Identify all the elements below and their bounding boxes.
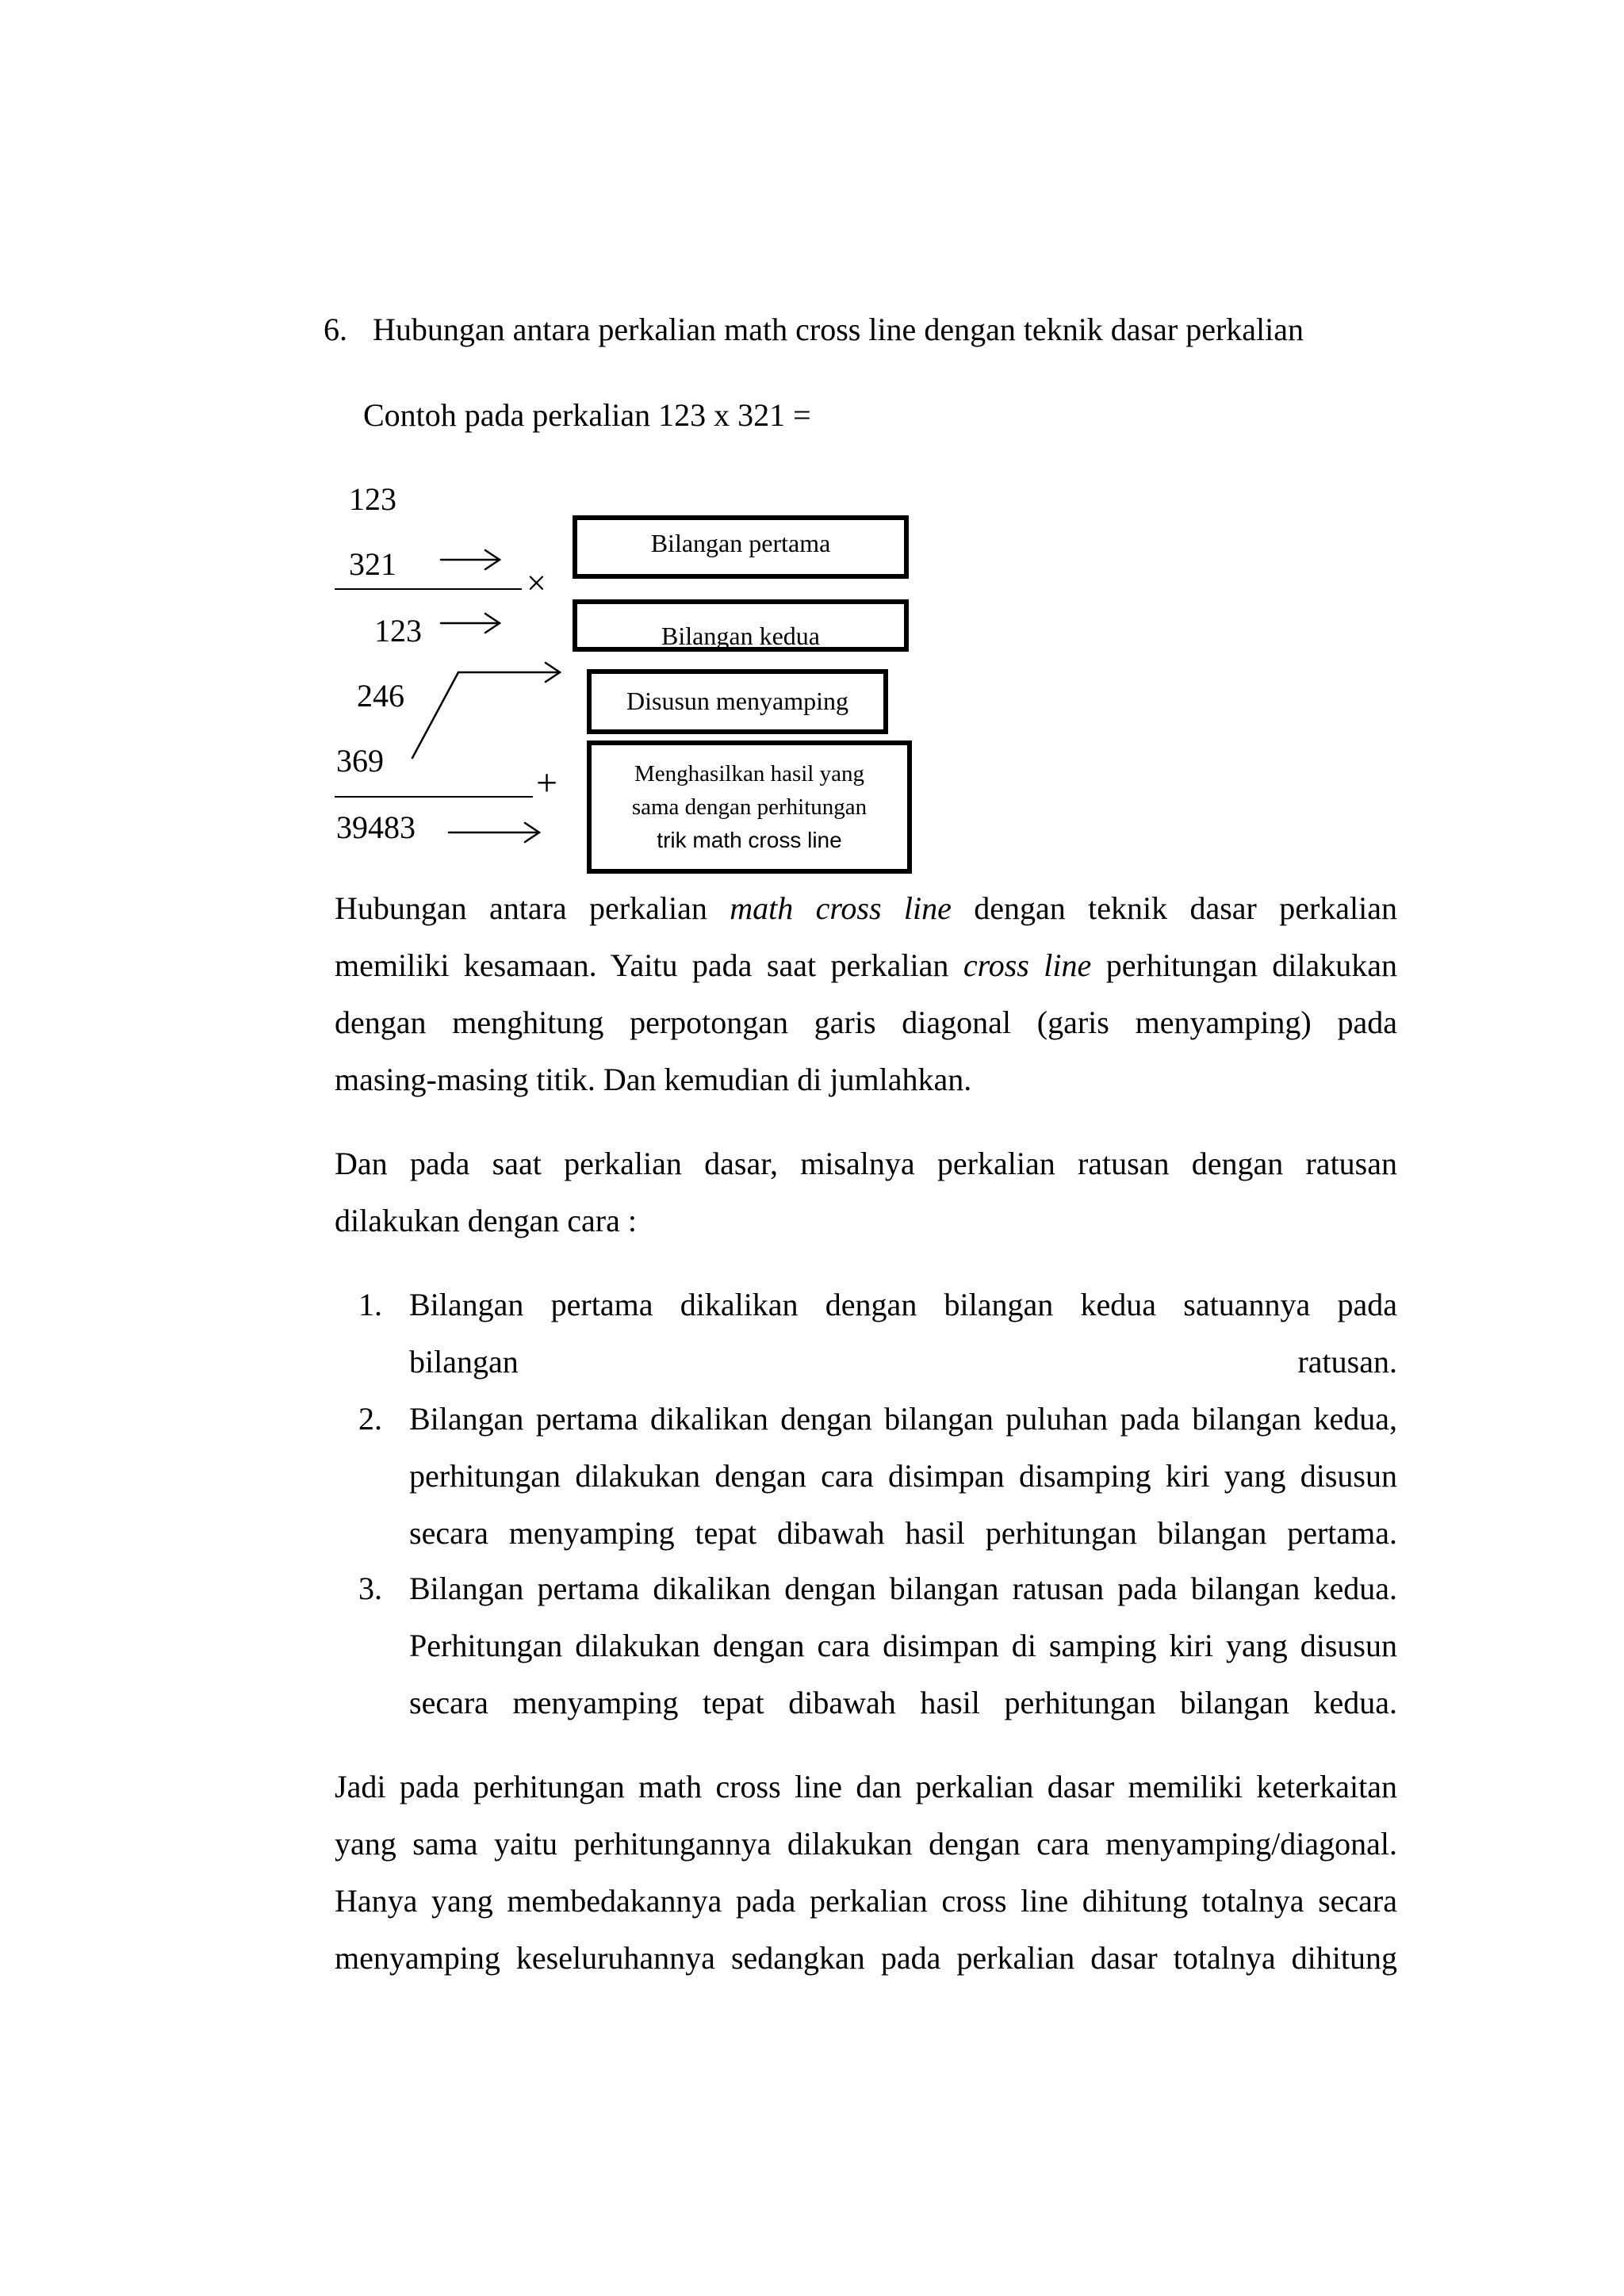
paragraph-3-line-2: yang sama yaitu perhitungannya dilakukan dengan cara menyamping/diagonal. (335, 1826, 1397, 1862)
example-intro: Contoh pada perkalian 123 x 321 = (363, 397, 811, 433)
box-result-line-1: Menghasilkan hasil yang (634, 761, 864, 786)
paragraph-3-line-4: menyamping keseluruhannya sedangkan pada perkalian dasar totalnya dihitung (335, 1940, 1397, 1976)
box-result-line-3: trik math cross line (657, 828, 842, 852)
text-run: dengan teknik dasar perkalian (974, 890, 1398, 926)
step-2-line-1: Bilangan pertama dikalikan dengan bilangan puluhan pada bilangan kedua, (409, 1401, 1397, 1437)
paragraph-2-line-2: dilakukan dengan cara : (335, 1203, 637, 1238)
step-3-line-2: Perhitungan dilakukan dengan cara disimpan di samping kiri yang disusun (409, 1628, 1397, 1663)
box-arranged (587, 669, 888, 734)
box-first-number (573, 515, 909, 579)
step-1-line-1: Bilangan pertama dikalikan dengan bilangan kedua satuannya pada (409, 1287, 1397, 1322)
arrow-right-icon (449, 823, 539, 842)
result-number: 39483 (336, 809, 416, 845)
paragraph-1-line-1 (335, 890, 1398, 926)
step-2-line-2: perhitungan dilakukan dengan cara disimpan disamping kiri yang disusun (409, 1458, 1397, 1494)
box-result (587, 740, 912, 874)
times-sign: × (527, 564, 546, 603)
box-second-number (573, 599, 909, 652)
multiplicand: 123 (349, 481, 396, 517)
partial-product-2: 246 (357, 678, 404, 714)
paragraph-2-line-1: Dan pada saat perkalian dasar, misalnya perkalian ratusan dengan ratusan (335, 1146, 1397, 1181)
arrow-right-icon (441, 614, 500, 633)
emphasis: cross line (963, 947, 1092, 983)
plus-sign: + (536, 762, 558, 804)
arrow-right-icon (441, 550, 500, 569)
diagonal-arrow-icon (412, 663, 560, 758)
box-second-number-label: Bilangan kedua (661, 622, 820, 651)
paragraph-3-line-1: Jadi pada perhitungan math cross line dan perkalian dasar memiliki keterkaitan (335, 1769, 1397, 1804)
step-1-number: 1. (358, 1287, 382, 1322)
box-first-number-label: Bilangan pertama (650, 529, 831, 558)
paragraph-3-line-3: Hanya yang membedakannya pada perkalian cross line dihitung totalnya secara (335, 1883, 1397, 1919)
partial-product-1: 123 (374, 613, 422, 649)
step-2-number: 2. (358, 1401, 382, 1437)
paragraph-1-line-4: masing-masing titik. Dan kemudian di jumlahkan. (335, 1062, 972, 1097)
text-run: perhitungan dilakukan (1105, 947, 1398, 983)
step-3-number: 3. (358, 1571, 382, 1606)
step-3-line-3: secara menyamping tepat dibawah hasil perhitungan bilangan kedua. (409, 1685, 1397, 1720)
step-1-line-2: bilangan ratusan. (409, 1344, 1397, 1380)
paragraph-1-line-3: dengan menghitung perpotongan garis diagonal (garis menyamping) pada (335, 1004, 1397, 1040)
paragraph-1-line-2 (335, 947, 1398, 983)
multiplier: 321 (349, 546, 396, 582)
section-number: 6. (324, 312, 347, 347)
emphasis: math cross line (730, 890, 952, 926)
section-title: Hubungan antara perkalian math cross line dengan teknik dasar perkalian (373, 312, 1304, 347)
step-3-line-1: Bilangan pertama dikalikan dengan bilangan ratusan pada bilangan kedua. (409, 1571, 1397, 1606)
partial-product-3: 369 (336, 743, 384, 779)
step-2-line-3: secara menyamping tepat dibawah hasil perhitungan bilangan pertama. (409, 1515, 1397, 1551)
text-run: Hubungan antara perkalian (335, 890, 707, 926)
text-run: memiliki kesamaan. Yaitu pada saat perkalian (335, 947, 949, 983)
box-result-line-2: sama dengan perhitungan (631, 794, 868, 820)
box-arranged-label: Disusun menyamping (626, 687, 848, 716)
